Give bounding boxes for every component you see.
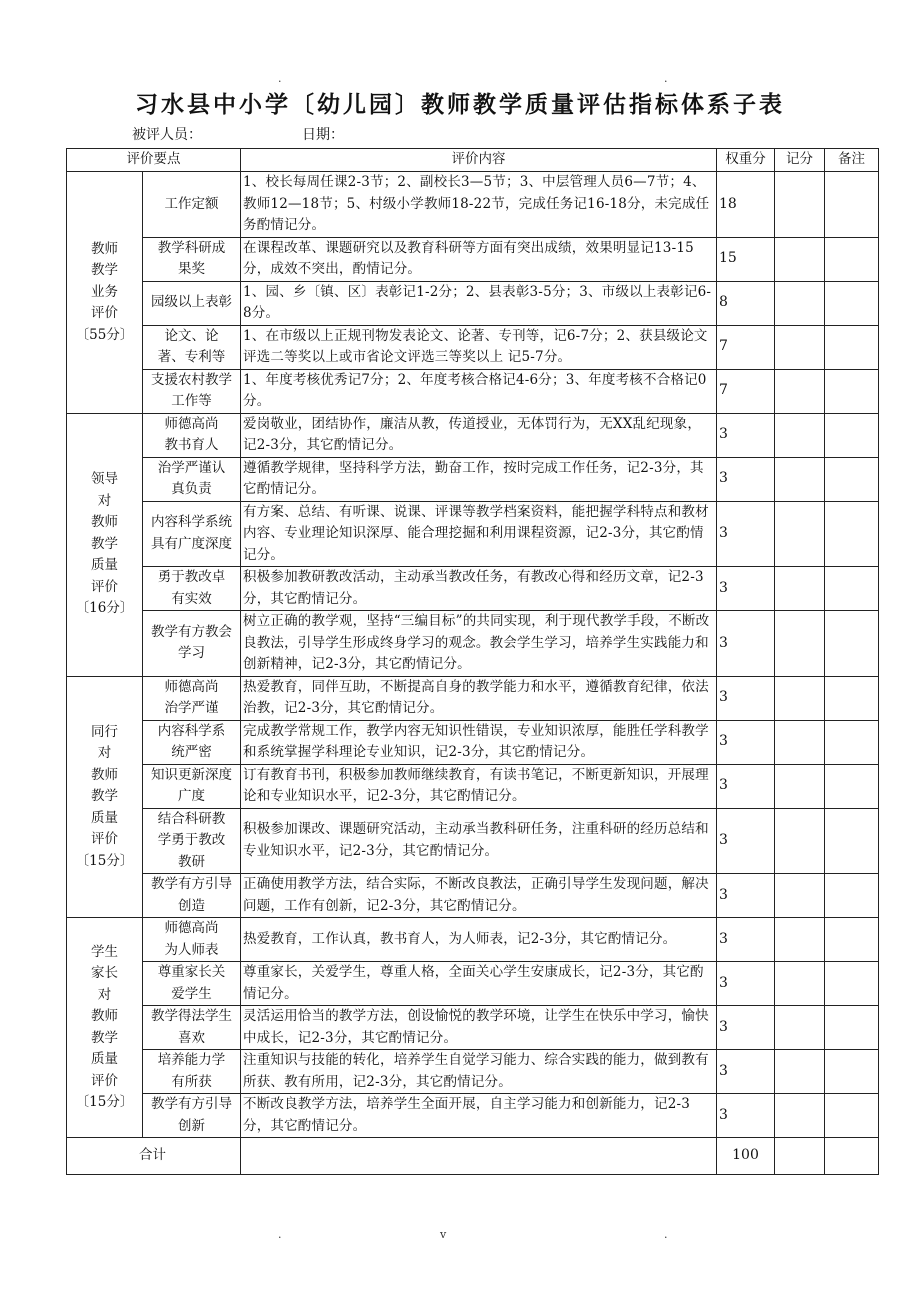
score-cell[interactable] — [775, 764, 825, 808]
group-label-line: 〔55分〕 — [75, 326, 134, 343]
total-weight: 100 — [717, 1138, 775, 1175]
criterion-weight: 7 — [717, 325, 775, 369]
criterion-weight: 7 — [717, 369, 775, 413]
header-mark-right: . — [664, 72, 668, 85]
criterion-name-text: 园级以上表彰 — [151, 294, 232, 311]
criterion-name — [143, 237, 241, 281]
group-label-line: 质量 — [91, 1051, 118, 1067]
group-label — [67, 676, 143, 918]
total-label: 合计 — [67, 1138, 241, 1175]
note-cell[interactable] — [825, 1006, 879, 1050]
criterion-weight: 3 — [717, 962, 775, 1006]
criterion-content: 灵活运用恰当的教学方法，创设愉悦的教学环境，让学生在快乐中学习，愉快中成长，记2-3分，其它酌情记分。 — [241, 1006, 717, 1050]
note-cell[interactable] — [825, 281, 879, 325]
group-label-line: 质量 — [91, 809, 118, 826]
note-cell[interactable] — [825, 457, 879, 501]
note-cell[interactable] — [825, 369, 879, 413]
group-label-line: 评价 — [91, 305, 118, 321]
criterion-name — [143, 457, 241, 501]
score-cell[interactable] — [775, 962, 825, 1006]
criterion-name-text: 师德高尚治学严谨 — [164, 678, 219, 716]
criterion-name-text: 内容科学系统严密 — [157, 722, 226, 760]
group-label-line: 对 — [97, 492, 112, 509]
criterion-weight: 3 — [717, 874, 775, 918]
table-row — [67, 1094, 879, 1138]
criterion-content: 尊重家长，关爱学生，尊重人格，全面关心学生安康成长，记2-3分，其它酌情记分。 — [241, 962, 717, 1006]
criterion-content: 1、校长每周任课2-3节；2、副校长3—5节；3、中层管理人员6—7节；4、教师12—18节；5、村级小学教师18-22节，完成任务记16-18分，未完成任务酌情记分。 — [241, 172, 717, 238]
criterion-content: 订有教育书刊，积极参加教师继续教育，有读书笔记，不断更新知识，开展理论和专业知识水平，记2-3分，其它酌情记分。 — [241, 764, 717, 808]
group-label-line: 对 — [97, 745, 112, 761]
table-row — [67, 611, 879, 677]
note-cell[interactable] — [825, 962, 879, 1006]
table-row — [67, 413, 879, 457]
score-cell[interactable] — [775, 1006, 825, 1050]
table-row — [67, 237, 879, 281]
criterion-name — [143, 281, 241, 325]
criterion-content: 在课程改革、课题研究以及教育科研等方面有突出成绩，效果明显记13-15分，成效不突出，酌情记分。 — [241, 237, 717, 281]
criterion-name — [143, 676, 241, 720]
group-label-line: 〔15分〕 — [75, 1094, 134, 1110]
score-cell[interactable] — [775, 413, 825, 457]
group-label-line: 领导 — [91, 471, 118, 488]
group-label-line: 教师 — [91, 240, 118, 257]
table-row — [67, 676, 879, 720]
note-cell[interactable] — [825, 720, 879, 764]
criterion-content: 爱岗敬业，团结协作，廉洁从教，传道授业，无体罚行为，无XX乱纪现象，记2-3分，其它酌情记分。 — [241, 413, 717, 457]
group-label-line: 教师 — [91, 766, 118, 783]
criterion-content: 1、在市级以上正规刊物发表论文、论著、专刊等，记6-7分；2、获县级论文评选二等奖以上或市省论文评选三等奖以上 记5-7分。 — [241, 325, 717, 369]
score-cell[interactable] — [775, 369, 825, 413]
col-header-note: 备注 — [825, 149, 879, 172]
table-row — [67, 172, 879, 238]
group-label-line: 学生 — [91, 943, 118, 960]
note-cell[interactable] — [825, 918, 879, 962]
note-cell[interactable] — [825, 413, 879, 457]
group-label-line: 教学 — [91, 788, 118, 804]
criterion-content: 完成教学常规工作，教学内容无知识性错误，专业知识浓厚，能胜任学科教学和系统掌握学科理论专业知识，记2-3分，其它酌情记分。 — [241, 720, 717, 764]
criterion-weight: 3 — [717, 676, 775, 720]
criterion-weight: 3 — [717, 1050, 775, 1094]
criterion-weight: 3 — [717, 918, 775, 962]
note-cell[interactable] — [825, 874, 879, 918]
criterion-name-text: 支援农村教学工作等 — [151, 371, 232, 409]
footer-mark-center: v — [440, 1228, 447, 1241]
table-row — [67, 567, 879, 611]
criterion-name — [143, 567, 241, 611]
criterion-weight: 3 — [717, 1094, 775, 1138]
table-row — [67, 918, 879, 962]
criterion-name-text: 师德高尚为人师表 — [164, 920, 219, 958]
criterion-name-text: 勇于教改卓有实效 — [157, 569, 226, 607]
group-label-line: 教学 — [91, 1029, 118, 1046]
criterion-name — [143, 501, 241, 567]
criterion-name — [143, 962, 241, 1006]
group-label — [67, 172, 143, 414]
table-row — [67, 720, 879, 764]
criterion-name-text: 尊重家长关爱学生 — [157, 964, 226, 1002]
group-label-line: 评价 — [91, 578, 118, 595]
table-row — [67, 962, 879, 1006]
note-cell[interactable] — [825, 1050, 879, 1094]
group-label-line: 同行 — [91, 723, 118, 740]
group-label-line: 教师 — [91, 514, 118, 531]
group-label-line: 业务 — [91, 283, 118, 300]
header-mark-left: . — [278, 72, 282, 85]
criterion-content: 注重知识与技能的转化，培养学生自觉学习能力、综合实践的能力，做到教有所获、教有所用，记2-3分，其它酌情记分。 — [241, 1050, 717, 1094]
col-header-points: 评价要点 — [67, 149, 241, 172]
table-row — [67, 501, 879, 567]
criterion-content: 1、园、乡〔镇、区〕表彰记1-2分；2、县表彰3-5分；3、市级以上表彰记6-8分。 — [241, 281, 717, 325]
criterion-name-text: 教学有方教会学习 — [151, 623, 232, 662]
group-label — [67, 918, 143, 1138]
footer-mark-right: . — [664, 1228, 668, 1241]
note-cell[interactable] — [825, 676, 879, 720]
criterion-name — [143, 764, 241, 808]
criterion-weight: 18 — [717, 172, 775, 238]
criterion-name — [143, 874, 241, 918]
criterion-name-text: 教学科研成果奖 — [157, 239, 226, 277]
evaluatee-label: 被评人员： — [132, 127, 202, 143]
criterion-content: 热爱教育，工作认真，教书育人，为人师表，记2-3分，其它酌情记分。 — [241, 918, 717, 962]
criterion-content: 正确使用教学方法，结合实际，不断改良教法，正确引导学生发现问题，解决问题，工作有创新，记2-3分，其它酌情记分。 — [241, 874, 717, 918]
criterion-name-text: 知识更新深度广度 — [151, 766, 232, 804]
criterion-name — [143, 1050, 241, 1094]
criterion-name-text: 内容科学系统具有广度深度 — [151, 514, 232, 552]
table-row — [67, 325, 879, 369]
criterion-weight: 8 — [717, 281, 775, 325]
criterion-weight: 15 — [717, 237, 775, 281]
note-cell[interactable] — [825, 172, 879, 238]
total-content-cell — [241, 1138, 717, 1175]
criterion-weight: 3 — [717, 764, 775, 808]
criterion-weight: 3 — [717, 457, 775, 501]
criterion-name-text: 工作定额 — [164, 195, 219, 212]
criterion-name — [143, 325, 241, 369]
score-cell[interactable] — [775, 457, 825, 501]
score-cell[interactable] — [775, 808, 825, 874]
score-cell[interactable] — [775, 720, 825, 764]
table-row — [67, 874, 879, 918]
group-label-line: 教学 — [91, 262, 118, 278]
note-cell[interactable] — [825, 237, 879, 281]
group-label-line: 〔15分〕 — [75, 852, 134, 869]
note-cell[interactable] — [825, 1094, 879, 1138]
page-title: 习水县中小学〔幼儿园〕教师教学质量评估指标体系子表 — [135, 91, 785, 118]
criterion-name-text: 论文、论著、专利等 — [157, 327, 226, 365]
criterion-content: 有方案、总结、有听课、说课、评课等教学档案资料，能把握学科特点和教材内容、专业理论知识深厚、能合理挖掘和利用课程资源，记2-3分，其它酌情记分。 — [241, 501, 717, 567]
score-cell[interactable] — [775, 918, 825, 962]
footer-mark-left: . — [278, 1228, 282, 1241]
note-cell[interactable] — [825, 808, 879, 874]
col-header-content: 评价内容 — [241, 149, 717, 172]
table-row — [67, 281, 879, 325]
score-cell[interactable] — [775, 611, 825, 677]
criterion-name-text: 治学严谨认真负责 — [157, 459, 226, 497]
criterion-weight: 3 — [717, 611, 775, 677]
score-cell[interactable] — [775, 676, 825, 720]
note-cell[interactable] — [825, 611, 879, 677]
score-cell[interactable] — [775, 172, 825, 238]
criterion-name — [143, 172, 241, 238]
total-note-cell[interactable] — [825, 1138, 879, 1175]
table-row — [67, 764, 879, 808]
criterion-content: 积极参加教研教改活动，主动承当教改任务，有教改心得和经历文章，记2-3分，其它酌情记分。 — [241, 567, 717, 611]
group-label-line: 评价 — [91, 1072, 118, 1089]
group-label-line: 〔16分〕 — [75, 600, 134, 617]
criterion-weight: 3 — [717, 413, 775, 457]
criterion-weight: 3 — [717, 1006, 775, 1050]
note-cell[interactable] — [825, 567, 879, 611]
table-row — [67, 1050, 879, 1094]
date-label: 日期： — [302, 127, 344, 143]
score-cell[interactable] — [775, 1094, 825, 1138]
total-row — [67, 1138, 879, 1175]
criterion-name-text: 教学得法学生喜欢 — [151, 1008, 232, 1046]
group-label-line: 质量 — [91, 557, 118, 574]
col-header-weight: 权重分 — [717, 149, 775, 172]
score-cell[interactable] — [775, 237, 825, 281]
total-score-cell[interactable] — [775, 1138, 825, 1175]
criterion-content: 遵循教学规律，坚持科学方法，勤奋工作，按时完成工作任务，记2-3分，其它酌情记分。 — [241, 457, 717, 501]
table-row — [67, 457, 879, 501]
criterion-weight: 3 — [717, 501, 775, 567]
criterion-name — [143, 369, 241, 413]
criterion-weight: 3 — [717, 720, 775, 764]
score-cell[interactable] — [775, 1050, 825, 1094]
table-row — [67, 1006, 879, 1050]
criterion-name — [143, 720, 241, 764]
criterion-content: 不断改良教学方法，培养学生全面开展，自主学习能力和创新能力，记2-3分，其它酌情记分。 — [241, 1094, 717, 1138]
criterion-name — [143, 918, 241, 962]
criterion-content: 1、年度考核优秀记7分；2、年度考核合格记4-6分；3、年度考核不合格记0分。 — [241, 369, 717, 413]
criterion-name-text: 教学有方引导创造 — [151, 876, 232, 914]
group-label — [67, 413, 143, 676]
criterion-weight: 3 — [717, 567, 775, 611]
criterion-content: 热爱教育，同伴互助，不断提高自身的教学能力和水平，遵循教育纪律，依法治教，记2-3分，其它酌情记分。 — [241, 676, 717, 720]
score-cell[interactable] — [775, 567, 825, 611]
criterion-name — [143, 1094, 241, 1138]
score-cell[interactable] — [775, 501, 825, 567]
group-label-line: 教学 — [91, 535, 118, 552]
group-label-line: 家长 — [91, 965, 118, 981]
note-cell[interactable] — [825, 325, 879, 369]
table-row — [67, 808, 879, 874]
group-label-line: 对 — [97, 986, 112, 1003]
score-cell[interactable] — [775, 874, 825, 918]
table-header-row — [67, 149, 879, 172]
criterion-content: 树立正确的教学观，坚持“三编目标”的共同实现，利于现代教学手段，不断改良教法，引导学生形成终身学习的观念。教会学生学习，培养学生实践能力和创新精神，记2-3分，其它酌情记分。 — [241, 611, 717, 677]
evaluation-table — [66, 148, 879, 1175]
criterion-content: 积极参加课改、课题研究活动，主动承当教科研任务，注重科研的经历总结和专业知识水平，记2-3分，其它酌情记分。 — [241, 808, 717, 874]
score-cell[interactable] — [775, 281, 825, 325]
criterion-name-text: 培养能力学有所获 — [157, 1052, 226, 1090]
criterion-name-text: 结合科研教学勇于教改教研 — [157, 810, 226, 870]
group-label-line: 评价 — [91, 831, 118, 847]
table-row — [67, 369, 879, 413]
criterion-name — [143, 1006, 241, 1050]
note-cell[interactable] — [825, 501, 879, 567]
criterion-weight: 3 — [717, 808, 775, 874]
criterion-name — [143, 808, 241, 874]
criterion-name — [143, 611, 241, 677]
note-cell[interactable] — [825, 764, 879, 808]
criterion-name — [143, 413, 241, 457]
col-header-score: 记分 — [775, 149, 825, 172]
criterion-name-text: 教学有方引导创新 — [151, 1096, 232, 1134]
criterion-name-text: 师德高尚教书育人 — [164, 415, 219, 453]
group-label-line: 教师 — [91, 1008, 118, 1024]
score-cell[interactable] — [775, 325, 825, 369]
